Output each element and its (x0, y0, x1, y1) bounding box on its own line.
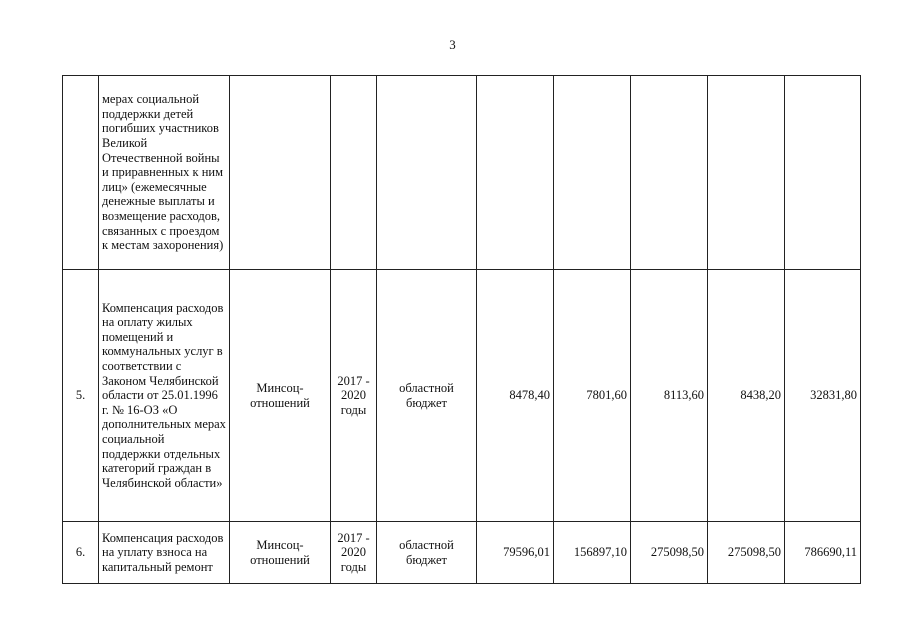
term: 2017 - 2020 годы (331, 270, 377, 522)
table-row (63, 270, 861, 522)
executor: Минсоц-отношений (230, 270, 331, 522)
page-number: 3 (449, 37, 456, 52)
value-total: 32831,80 (785, 270, 861, 522)
value-2020: 275098,50 (708, 522, 785, 584)
value-2017: 79596,01 (477, 522, 554, 584)
value-2019 (631, 76, 708, 270)
value-2018: 7801,60 (554, 270, 631, 522)
term (331, 76, 377, 270)
executor: Минсоц-отношений (230, 522, 331, 584)
value-2018: 156897,10 (554, 522, 631, 584)
value-total (785, 76, 861, 270)
value-total: 786690,11 (785, 522, 861, 584)
value-2017 (477, 76, 554, 270)
table-row (63, 76, 861, 270)
measure-name: мерах социальной поддержки детей погибших участников Великой Отечественной войны и приравненных к ним лиц» (ежемесячные денежные выплаты и возмещение расходов, связанных с проездом к местам захоронения) (99, 76, 230, 270)
row-number (63, 76, 99, 270)
row-number: 5. (63, 270, 99, 522)
measure-name: Компенсация расходов на оплату жилых помещений и коммунальных услуг в соответствии с Законом Челябинской области от 25.01.1996 г. № 16-ОЗ «О дополнительных мерах социальной поддержки отдельных категорий граждан в Челябинской области» (99, 270, 230, 522)
value-2018 (554, 76, 631, 270)
funding-source: областной бюджет (377, 522, 477, 584)
program-table (62, 75, 861, 584)
value-2020 (708, 76, 785, 270)
funding-source: областной бюджет (377, 270, 477, 522)
value-2020: 8438,20 (708, 270, 785, 522)
value-2019: 275098,50 (631, 522, 708, 584)
funding-source (377, 76, 477, 270)
executor (230, 76, 331, 270)
value-2017: 8478,40 (477, 270, 554, 522)
row-number: 6. (63, 522, 99, 584)
value-2019: 8113,60 (631, 270, 708, 522)
measure-name: Компенсация расходов на уплату взноса на капитальный ремонт (99, 522, 230, 584)
term: 2017 - 2020 годы (331, 522, 377, 584)
table-row (63, 522, 861, 584)
